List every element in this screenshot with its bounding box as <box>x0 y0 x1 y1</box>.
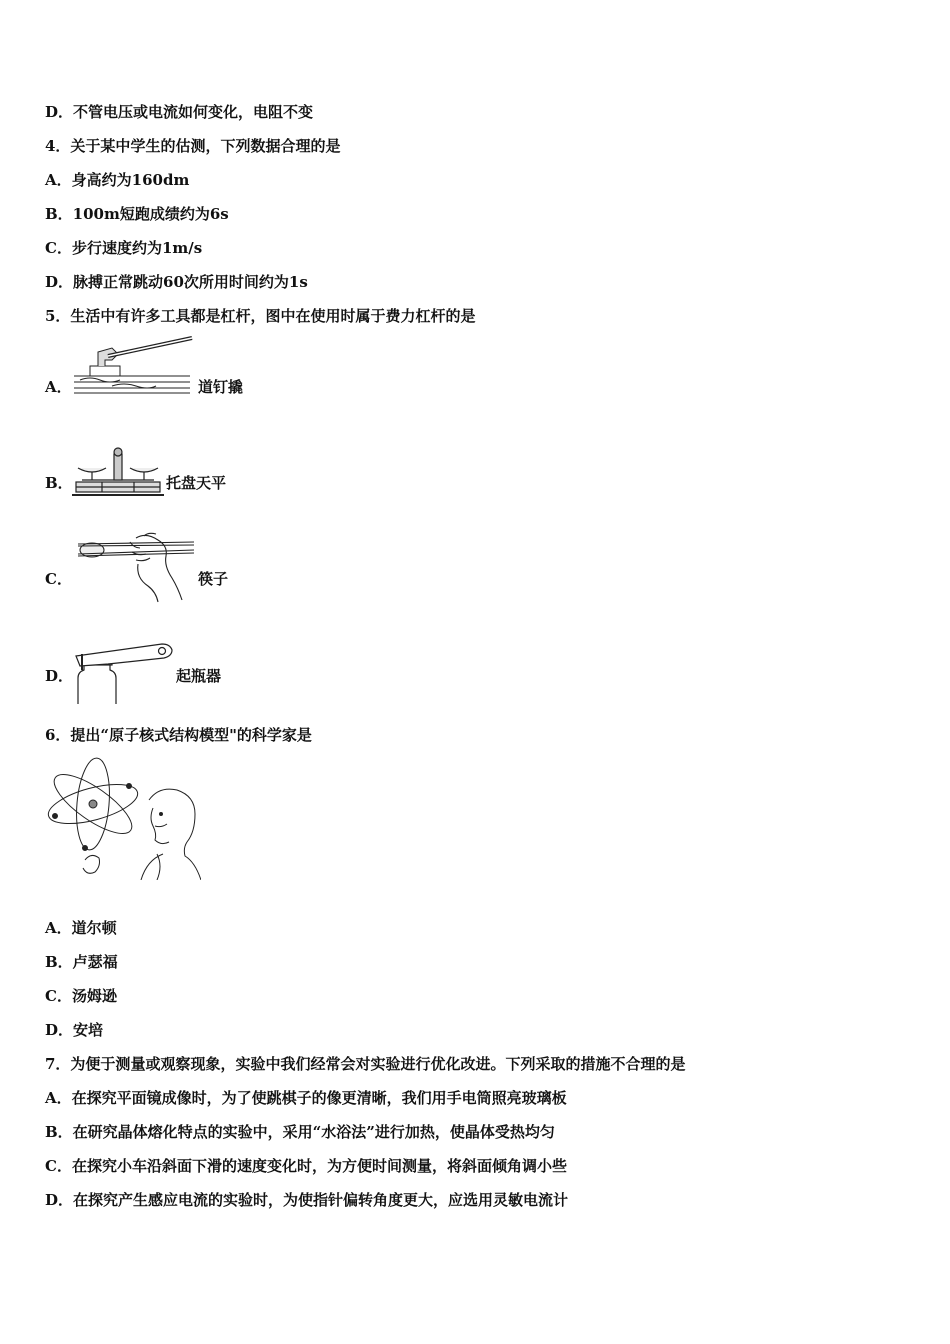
q4-option-a: A．身高约为160dm <box>45 171 190 189</box>
q5-option-c-letter: C． <box>45 570 72 588</box>
balance-figure <box>72 446 164 498</box>
q4-stem: 4．关于某中学生的估测，下列数据合理的是 <box>45 137 341 155</box>
q6-option-d: D．安培 <box>45 1021 104 1039</box>
q5-option-d-letter: D． <box>45 667 74 685</box>
q6-option-a: A．道尔顿 <box>45 919 117 937</box>
q5-stem: 5．生活中有许多工具都是杠杆，图中在使用时属于费力杠杆的是 <box>45 307 476 325</box>
q7-stem: 7．为便于测量或观察现象，实验中我们经常会对实验进行优化改进。下列采取的措施不合理的是 <box>45 1055 686 1073</box>
q3-option-d: D．不管电压或电流如何变化，电阻不变 <box>45 103 314 121</box>
q4-option-d: D．脉搏正常跳动60次所用时间约为1s <box>45 273 308 291</box>
q7-option-a: A．在探究平面镜成像时，为了使跳棋子的像更清晰，我们用手电筒照亮玻璃板 <box>45 1089 567 1107</box>
q6-option-b: B．卢瑟福 <box>45 953 118 971</box>
crowbar-figure <box>72 336 197 396</box>
q7-option-d: D．在探究产生感应电流的实验时，为使指针偏转角度更大，应选用灵敏电流计 <box>45 1191 569 1209</box>
atom-scientist-figure <box>45 756 201 880</box>
q7-option-c: C．在探究小车沿斜面下滑的速度变化时，为方便时间测量，将斜面倾角调小些 <box>45 1157 567 1175</box>
q6-stem: 6．提出“原子核式结构模型"的科学家是 <box>45 726 312 744</box>
q7-option-b: B．在研究晶体熔化特点的实验中，采用“水浴法”进行加热，使晶体受热均匀 <box>45 1123 555 1141</box>
q5-option-a-letter: A． <box>45 378 72 396</box>
q5-option-c-name: 筷子 <box>198 570 229 588</box>
q4-option-b: B．100m短跑成绩约为6s <box>45 205 229 223</box>
q5-option-d-name: 起瓶器 <box>176 667 222 685</box>
chopsticks-figure <box>76 530 198 604</box>
q4-option-c: C．步行速度约为1m/s <box>45 239 203 257</box>
q5-option-b-name: 托盘天平 <box>166 474 227 492</box>
q5-option-b-letter: B． <box>45 474 73 492</box>
q5-option-a-name: 道钉撬 <box>198 378 244 396</box>
q6-option-c: C．汤姆逊 <box>45 987 117 1005</box>
bottle-opener-figure <box>68 642 178 704</box>
